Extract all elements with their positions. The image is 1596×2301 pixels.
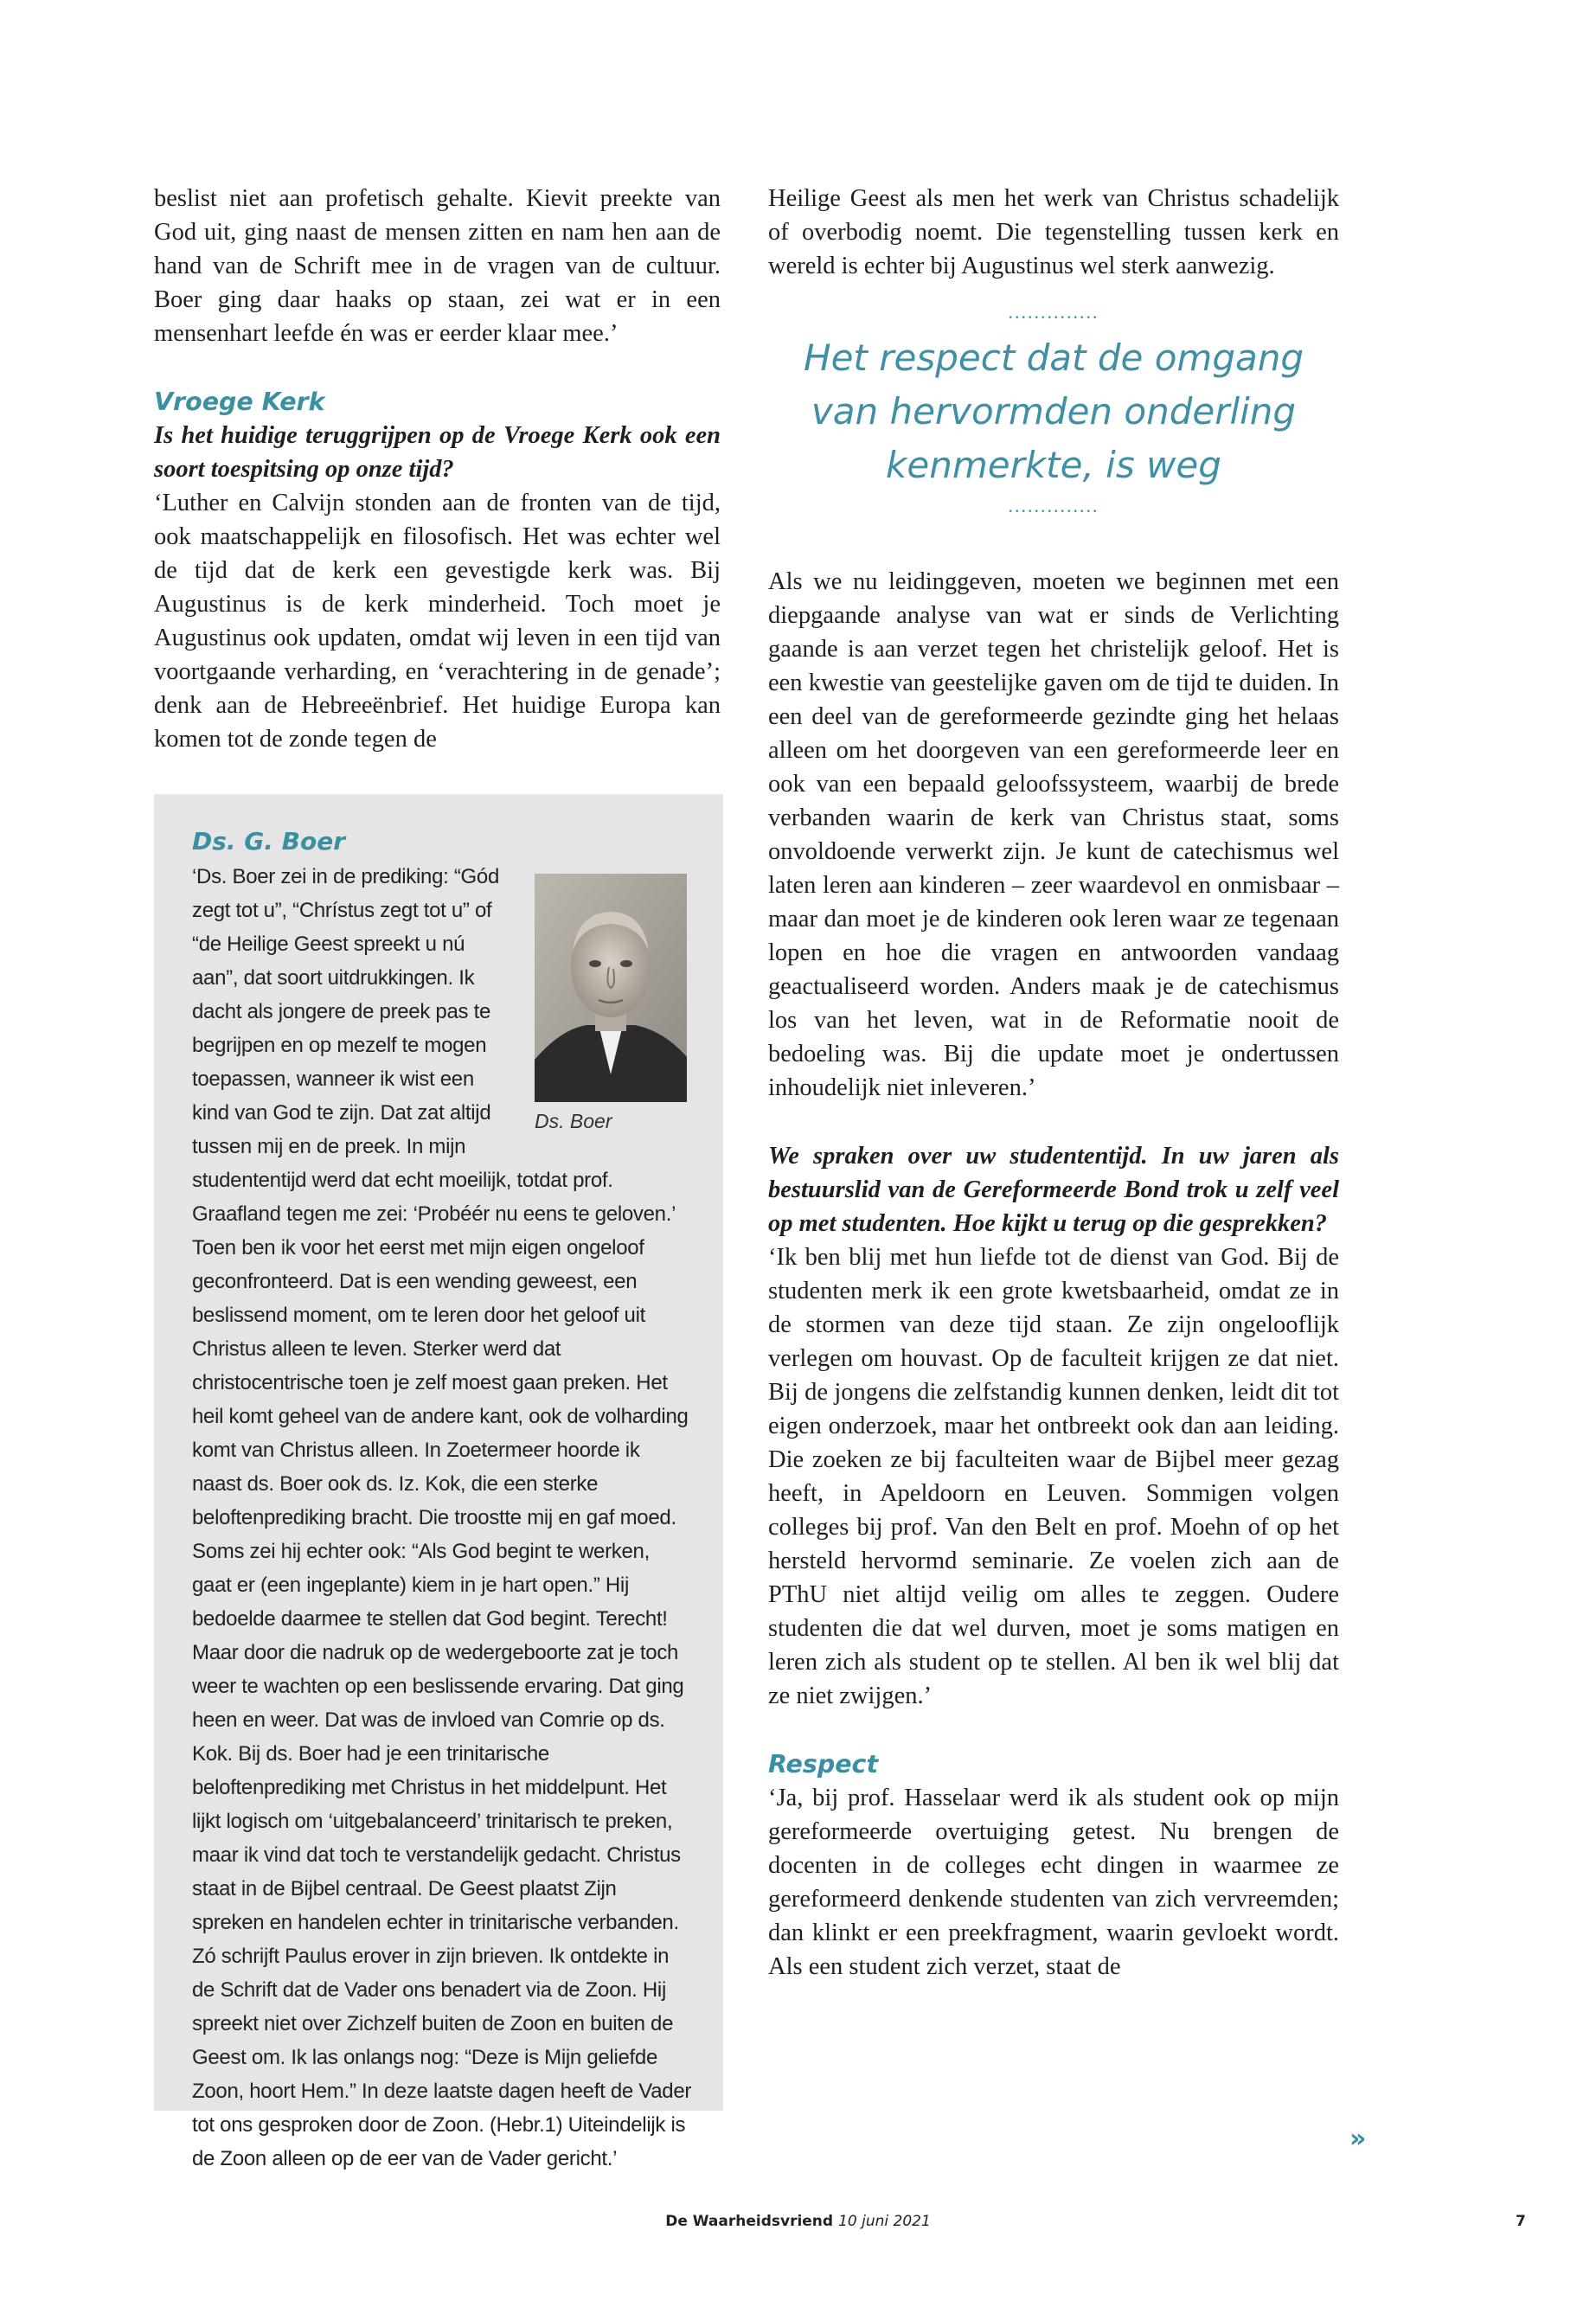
portrait-figure xyxy=(529,867,694,1133)
section-heading-vroege-kerk: Vroege Kerk xyxy=(154,388,325,416)
interview-answer-students: ‘Ik ben blij met hun liefde tot de dienst van God. Bij de studenten merk ik een grote kwetsbaarheid, omdat ze in de stormen van deze tijd staan. Ze zijn ongelooflijk verlegen om houvast. Op de faculteit krijgen ze dat niet. Bij de jongens die zelfstandig kunnen denken, leidt dit tot eigen onderzoek, maar het ontbreekt ook dan aan leiding. Die zoeken ze bij faculteiten waar de Bijbel meer gezag heeft, in Apeldoorn en Leuven. Sommigen volgen colleges bij prof. Van den Belt en prof. Moehn of op het hersteld hervormd seminarie. Ze voelen zich aan de PThU niet altijd veilig om alles te zeggen. Oudere studenten die dat wel durven, moet je soms matigen en leren zich als student op te stellen. Al ben ik wel blij dat ze niet zwijgen.’ xyxy=(768,1244,1339,1709)
pull-quote-dots-bottom: .............. xyxy=(1008,495,1099,516)
pull-quote-text: Het respect dat de omgang van hervormden onderling kenmerkte, is weg xyxy=(804,336,1304,486)
continue-arrow-icon: » xyxy=(1349,2124,1367,2154)
pull-quote xyxy=(785,302,1322,516)
issue-date: 10 juni 2021 xyxy=(838,2213,931,2230)
interview-question-vroege-kerk: Is het huidige teruggrijpen op de Vroege Kerk ook een soort toespitsing op onze tijd? xyxy=(154,422,721,483)
portrait-photo-icon xyxy=(535,874,687,1102)
pull-quote-dots-top: .............. xyxy=(1008,301,1099,323)
page-footer xyxy=(0,2213,1596,2239)
respect-paragraph: ‘Ja, bij prof. Hasselaar werd ik als student ook op mijn gereformeerde overtuiging getest. Nu brengen de docenten in de colleges echt dingen in waarmee ze gereformeerd denkende studenten van zich vervreemden; dan klinkt er een preekfragment, waarin gevloekt wordt. Als een student zich verzet, staat de xyxy=(768,1785,1339,1980)
sidebar-text: ‘Ds. Boer zei in de prediking: “Gód zegt tot u”, “Chrístus zegt tot u” of “de Heilige Geest spreekt u nú aan”, dat soort uitdrukkingen. Ik dacht als jongere de preek pas te begrijpen en op mezelf te mogen toepassen, wanneer ik wist een kind van God te zijn. Dat zat altijd tussen mij en de preek. In mijn studententijd werd dat echt moeilijk, totdat prof. Graafland tegen me zei: ‘Probéér nu eens te geloven.’ Toen ben ik voor het eerst met mijn eigen ongeloof geconfronteerd. Dat is een wending geweest, een beslissend moment, om te leren door het geloof uit Christus alleen te leven. Sterker werd dat christocentrische toen je zelf moest gaan preken. Het heil komt geheel van de andere kant, ook de volharding komt van Christus alleen. In Zoetermeer hoorde ik naast ds. Boer ook ds. Iz. Kok, die een sterke beloftenprediking bracht. Die troostte mij en gaf moed. Soms zei hij echter ook: “Als God begint te werken, gaat er (een ingeplante) kiem in je hart open.” Hij bedoelde daarmee te stellen dat God begint. Terecht! Maar door die nadruk op de wedergeboorte zat je toch weer te wachten op een beslissende ervaring. Dat ging heen en weer. Dat was de invloed van Comrie op ds. Kok. Bij ds. Boer had je een trinitarische beloftenprediking met Christus in het middelpunt. Het lijkt logisch om ‘uitgebalanceerd’ trinitarisch te preken, maar ik vind dat toch te verstandelijk gedacht. Christus staat in de Bijbel centraal. De Geest plaatst Zijn spreken en handelen echter in trinitarische verbanden. Zó schrijft Paulus erover in zijn brieven. Ik ontdekte in de Schrift dat de Vader ons benadert via de Zoon. Hij spreekt niet over Zichzelf buiten de Zoon en buiten de Geest om. Ik las onlangs nog: “Deze is Mijn geliefde Zoon, hoort Hem.” In deze laatste dagen heeft de Vader tot ons gesproken door de Zoon. (Hebr.1) Uiteindelijk is de Zoon alleen op de eer van de Vader gericht.’ xyxy=(192,865,692,2170)
right-column xyxy=(768,182,1339,1984)
section-heading-respect: Respect xyxy=(768,1750,879,1779)
sidebar-title: Ds. G. Boer xyxy=(192,827,346,856)
interview-answer-vroege-kerk: ‘Luther en Calvijn stonden aan de fronten van de tijd, ook maatschappelijk en filosofisch. Het was echter wel de tijd dat de kerk een gevestigde kerk was. Bij Augustinus is de kerk minderheid. Toch moet je Augustinus ook updaten, omdat wij leven in een tijd van voortgaande verharding, en ‘verachtering in de genade’; denk aan de Hebreeënbrief. Het huidige Europa kan komen tot de zonde tegen de xyxy=(154,490,721,753)
interview-question-students: We spraken over uw studententijd. In uw jaren als bestuurslid van de Gereformeerde Bond trok u zelf veel op met studenten. Hoe kijkt u terug op die gesprekken? xyxy=(768,1143,1339,1237)
right-intro-paragraph: Heilige Geest als men het werk van Christus schadelijk of overbodig noemt. Die tegenstelling tussen kerk en wereld is echter bij Augustinus wel sterk aanwezig. xyxy=(768,185,1339,279)
right-paragraph-analysis: Als we nu leidinggeven, moeten we beginnen met een diepgaande analyse van wat er sinds de Verlichting gaande is aan verzet tegen het christelijk geloof. Het is een kwestie van geestelijke gaven om de tijd te duiden. In een deel van de gereformeerde gezindte ging het helaas alleen om het doorgeven van een gereformeerde leer en ook van een bepaald geloofssysteem, waarbij de brede verbanden waarin de kerk van Christus staat, soms onvoldoende verwerkt zijn. Je kunt de catechismus wel laten leren aan kinderen – zeer waardevol en onmisbaar – maar dan moet je de kinderen ook leren waar ze tegenaan lopen en hoe die vragen en antwoorden vandaag geactualiseerd worden. Anders maak je de catechismus los van het leven, wat in de Reformatie nooit de bedoeling was. Bij die update moet je ondertussen inhoudelijk niet inleveren.’ xyxy=(768,568,1339,1101)
left-intro-paragraph: beslist niet aan profetisch gehalte. Kievit preekte van God uit, ging naast de mensen zitten en nam hen aan de hand van de Schrift mee in de vragen van de cultuur. Boer ging daar haaks op staan, zei wat er in een mensenhart leefde én was er eerder klaar mee.’ xyxy=(154,185,721,347)
footer-publication xyxy=(0,2213,1596,2230)
photo-caption: Ds. Boer xyxy=(535,1110,612,1132)
magazine-name: De Waarheidsvriend xyxy=(665,2213,834,2230)
left-column xyxy=(154,182,721,756)
page-number: 7 xyxy=(1516,2213,1526,2230)
sidebar-box-ds-boer xyxy=(154,794,723,2170)
